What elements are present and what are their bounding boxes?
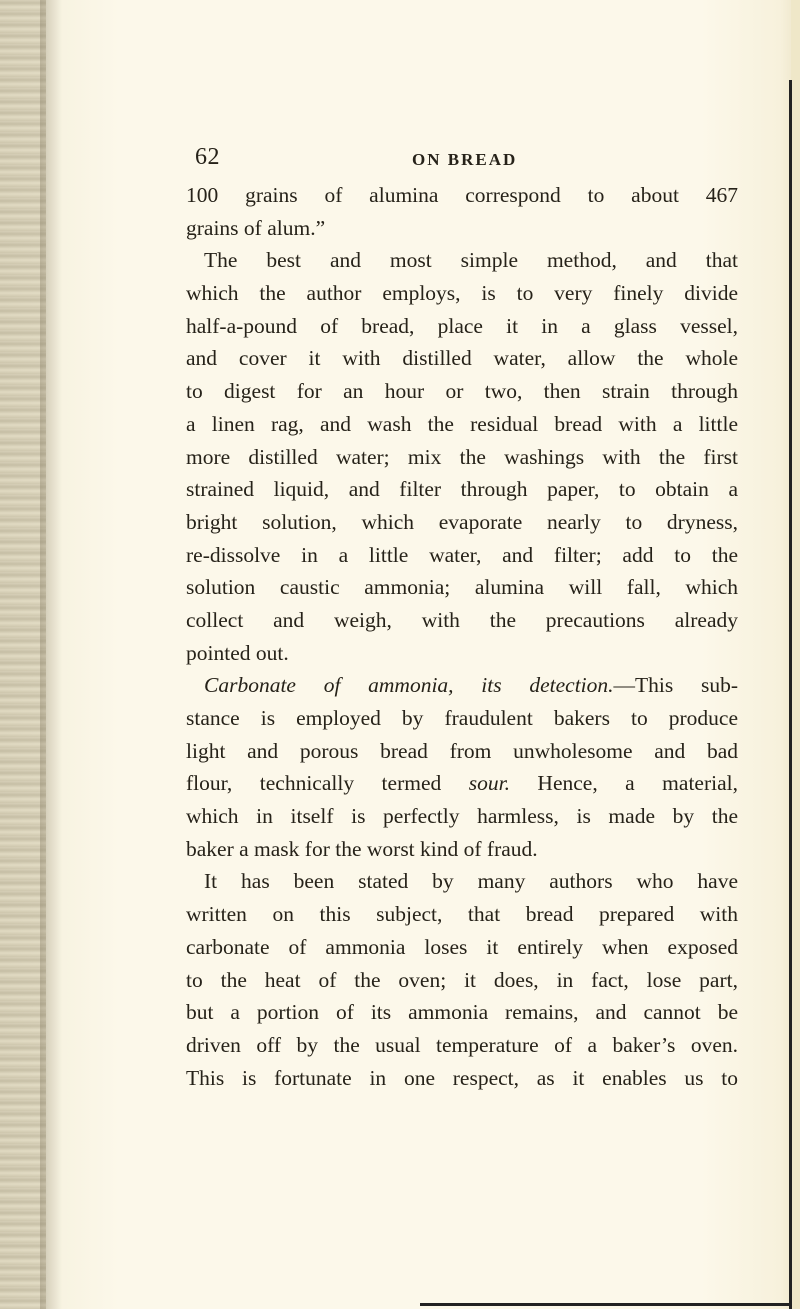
- text-line-17: stance is employed by fraudulent bakers to produce: [186, 706, 738, 730]
- body-text: [186, 179, 738, 1094]
- text-line-24: carbonate of ammonia loses it entirely when exposed: [186, 934, 738, 959]
- text-line-15: pointed out.: [186, 640, 289, 665]
- text-line-18: light and porous bread from unwholesome and bad: [186, 738, 738, 763]
- italic-term: sour.: [468, 771, 510, 796]
- text-line-6: and cover it with distilled water, allow the whole: [186, 346, 738, 371]
- text-line-1: 100 grains of alumina correspond to about 467: [186, 183, 738, 207]
- text-line-10: strained liquid, and filter through paper, to obtain a: [186, 477, 738, 502]
- section-heading: Carbonate of ammonia, its detection.: [204, 673, 614, 698]
- text-line-16-rest: —This sub-: [613, 673, 738, 698]
- text-line-11: bright solution, which evaporate nearly to dryness,: [186, 509, 738, 534]
- text-line-8: a linen rag, and wash the residual bread with a little: [186, 411, 738, 436]
- gutter-shadow: [40, 0, 62, 1309]
- text-line-20: which in itself is perfectly harmless, is made by the: [186, 804, 738, 829]
- text-line-25: to the heat of the oven; it does, in fact, lose part,: [186, 967, 738, 992]
- text-line-23: written on this subject, that bread prepared with: [186, 902, 738, 927]
- text-line-19-start: flour, technically termed: [186, 771, 442, 796]
- running-head: ON BREAD: [412, 150, 518, 169]
- text-line-12: re-dissolve in a little water, and filter; add to the: [186, 542, 738, 567]
- text-line-7: to digest for an hour or two, then strain through: [186, 379, 738, 404]
- page-edge: [791, 0, 800, 1309]
- text-line-2: grains of alum.”: [186, 215, 326, 240]
- text-line-3: The best and most simple method, and that: [204, 248, 738, 273]
- text-line-9: more distilled water; mix the washings with the first: [186, 444, 738, 469]
- text-line-22: It has been stated by many authors who have: [204, 869, 738, 894]
- text-line-26: but a portion of its ammonia remains, and cannot be: [186, 1000, 738, 1025]
- text-line-4: which the author employs, is to very finely divide: [186, 281, 738, 306]
- text-line-16: [186, 669, 738, 702]
- text-line-21: baker a mask for the worst kind of fraud.: [186, 836, 538, 861]
- text-line-19-end: Hence, a material,: [537, 771, 738, 796]
- text-line-19: [186, 767, 738, 800]
- page-header: [0, 144, 800, 174]
- text-line-27: driven off by the usual temperature of a baker’s oven.: [186, 1032, 738, 1057]
- text-line-5: half-a-pound of bread, place it in a glass vessel,: [186, 313, 738, 338]
- text-line-14: collect and weigh, with the precautions already: [186, 607, 738, 632]
- text-line-28: This is fortunate in one respect, as it enables us to: [186, 1065, 738, 1090]
- text-line-13: solution caustic ammonia; alumina will fall, which: [186, 575, 738, 600]
- page-number: 62: [195, 144, 220, 170]
- right-border-line: [789, 80, 792, 1309]
- bottom-border-line: [420, 1303, 792, 1306]
